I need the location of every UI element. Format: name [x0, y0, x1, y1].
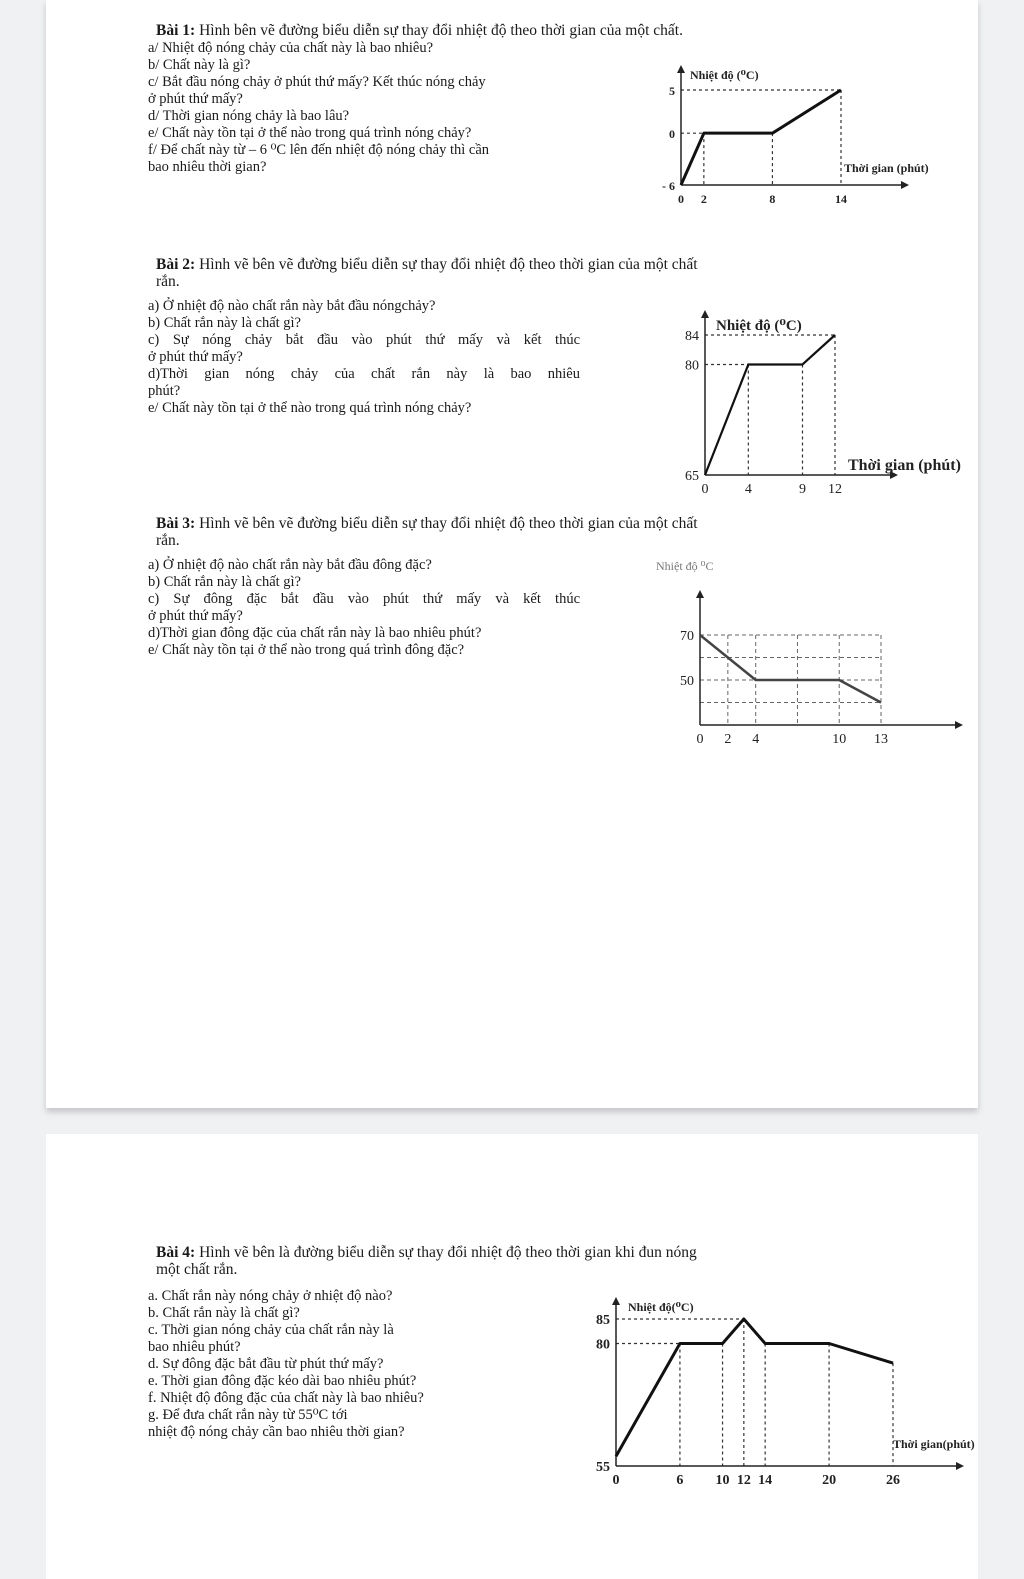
y-axis-label: Nhiệt độ ⁰C — [656, 559, 714, 573]
data-line — [700, 635, 881, 703]
y-tick-label: 5 — [669, 84, 675, 98]
y-axis-arrow-icon — [612, 1297, 620, 1305]
question: a. Chất rắn này nóng chảy ở nhiệt độ nào? — [148, 1288, 393, 1304]
x-axis-label: Thời gian(phút) — [893, 1437, 975, 1451]
question: a) Ở nhiệt độ nào chất rắn này bắt đầu đông đặc? — [148, 557, 432, 573]
exercise-1-title: Bài 1: Hình bên vẽ đường biểu diễn sự thay đổi nhiệt độ theo thời gian của một chất. — [156, 22, 683, 39]
document-page-2 — [46, 1134, 978, 1579]
x-tick-label: 2 — [724, 732, 732, 747]
x-tick-label: 26 — [886, 1473, 900, 1488]
y-tick-label: - 6 — [662, 179, 675, 193]
x-tick-label: 14 — [758, 1473, 773, 1488]
question: d)Thời gian đông đặc của chất rắn này là bao nhiêu phút? — [148, 625, 482, 641]
chart-2 — [620, 300, 961, 500]
question: c) Sự đông đặc bắt đầu vào phút thứ mấy và kết thúc — [148, 591, 580, 607]
x-tick-label: 10 — [832, 732, 847, 747]
x-axis-arrow-icon — [956, 1462, 964, 1470]
question: e. Thời gian đông đặc kéo dài bao nhiêu phút? — [148, 1373, 417, 1389]
question: f/ Để chất này từ – 6 ⁰C lên đến nhiệt độ nóng chảy thì cần — [148, 142, 490, 158]
x-tick-label: 2 — [700, 192, 707, 206]
exercise-3-questions — [148, 557, 580, 659]
x-axis-arrow-icon — [955, 721, 963, 729]
question: b. Chất rắn này là chất gì? — [148, 1305, 300, 1321]
question: bao nhiêu phút? — [148, 1339, 241, 1355]
document-page-1 — [46, 0, 978, 1108]
data-line — [681, 90, 841, 185]
x-tick-label: 20 — [822, 1473, 837, 1488]
question: b) Chất rắn này là chất gì? — [148, 574, 301, 590]
y-tick-label: 85 — [596, 1313, 610, 1328]
x-axis-label: Thời gian (phút) — [848, 457, 961, 474]
question: c/ Bắt đầu nóng chảy ở phút thứ mấy? Kết thúc nóng chảy — [148, 74, 486, 90]
exercise-3-title: Bài 3: Hình vẽ bên vẽ đường biểu diễn sự thay đổi nhiệt độ theo thời gian của một chất rắn. — [156, 515, 698, 549]
x-tick-label: 14 — [835, 192, 847, 206]
question: ở phút thứ mấy? — [148, 608, 243, 624]
exercise-4-title: Bài 4: Hình vẽ bên là đường biểu diễn sự thay đổi nhiệt độ theo thời gian khi đun nóng một chất rắn. — [156, 1244, 697, 1278]
exercise-4-questions — [148, 1288, 508, 1441]
y-tick-label: 50 — [680, 674, 694, 689]
x-tick-label: 6 — [676, 1473, 684, 1488]
x-axis-label: Thời gian (phút) — [844, 161, 929, 175]
data-line — [705, 335, 835, 475]
question: d. Sự đông đặc bắt đầu từ phút thứ mấy? — [148, 1356, 384, 1372]
exercise-2-title: Bài 2: Hình vẽ bên vẽ đường biểu diễn sự thay đổi nhiệt độ theo thời gian của một chất rắn. — [156, 256, 698, 290]
x-tick-label: 0 — [678, 192, 684, 206]
y-tick-label: 80 — [596, 1337, 610, 1353]
question: e/ Chất này tồn tại ở thể nào trong quá trình đông đặc? — [148, 642, 465, 658]
x-tick-label: 12 — [828, 482, 842, 497]
question: a/ Nhiệt độ nóng chảy của chất này là bao nhiêu? — [148, 40, 434, 56]
question: f. Nhiệt độ đông đặc của chất này là bao nhiêu? — [148, 1390, 424, 1406]
question: a) Ở nhiệt độ nào chất rắn này bắt đầu nóngchảy? — [148, 298, 436, 314]
question: b/ Chất này là gì? — [148, 57, 251, 73]
x-tick-label: 9 — [799, 482, 806, 497]
question: ở phút thứ mấy? — [148, 349, 243, 365]
x-tick-label: 4 — [744, 482, 752, 497]
question: c. Thời gian nóng chảy của chất rắn này là — [148, 1322, 394, 1338]
question: bao nhiêu thời gian? — [148, 159, 267, 175]
chart-1 — [616, 55, 929, 215]
y-tick-label: 55 — [596, 1460, 610, 1475]
y-axis-arrow-icon — [677, 65, 685, 73]
x-tick-label: 8 — [769, 192, 776, 206]
y-axis-arrow-icon — [701, 310, 709, 318]
question: ở phút thứ mấy? — [148, 91, 243, 107]
y-axis-arrow-icon — [696, 590, 704, 598]
y-tick-label: 65 — [685, 469, 699, 484]
y-axis-label: Nhiệt độ (⁰C) — [690, 68, 759, 82]
y-axis-label: Nhiệt độ(⁰C) — [628, 1300, 694, 1314]
question: d)Thời gian nóng chảy của chất rắn này là bao nhiêu — [148, 366, 580, 382]
x-tick-label: 0 — [612, 1473, 620, 1488]
x-tick-label: 13 — [874, 732, 888, 747]
x-tick-label: 0 — [696, 732, 704, 747]
x-tick-label: 12 — [736, 1473, 751, 1488]
exercise-1-questions — [148, 40, 580, 176]
question: e/ Chất này tồn tại ở thể nào trong quá trình nóng chảy? — [148, 400, 472, 416]
y-axis-label: Nhiệt độ (⁰C) — [716, 318, 802, 334]
chart-4 — [516, 1285, 976, 1500]
y-tick-label: 80 — [685, 358, 699, 374]
y-tick-label: 84 — [685, 329, 699, 344]
y-tick-label: 70 — [680, 629, 694, 644]
question: b) Chất rắn này là chất gì? — [148, 315, 301, 331]
question: phút? — [148, 383, 181, 399]
data-line — [616, 1319, 893, 1456]
question: g. Để đưa chất rắn này từ 55⁰C tới — [148, 1407, 348, 1423]
y-tick-label: 0 — [669, 127, 675, 142]
question: nhiệt độ nóng chảy cần bao nhiêu thời gian? — [148, 1424, 405, 1440]
chart-3 — [590, 550, 930, 760]
x-tick-label: 0 — [701, 482, 709, 497]
question: c) Sự nóng chảy bắt đầu vào phút thứ mấy và kết thúc — [148, 332, 580, 348]
exercise-2-questions — [148, 298, 580, 417]
x-axis-arrow-icon — [901, 181, 909, 189]
question: d/ Thời gian nóng chảy là bao lâu? — [148, 108, 350, 124]
x-tick-label: 10 — [715, 1473, 730, 1488]
question: e/ Chất này tồn tại ở thể nào trong quá trình nóng chảy? — [148, 125, 472, 141]
x-tick-label: 4 — [752, 732, 760, 747]
